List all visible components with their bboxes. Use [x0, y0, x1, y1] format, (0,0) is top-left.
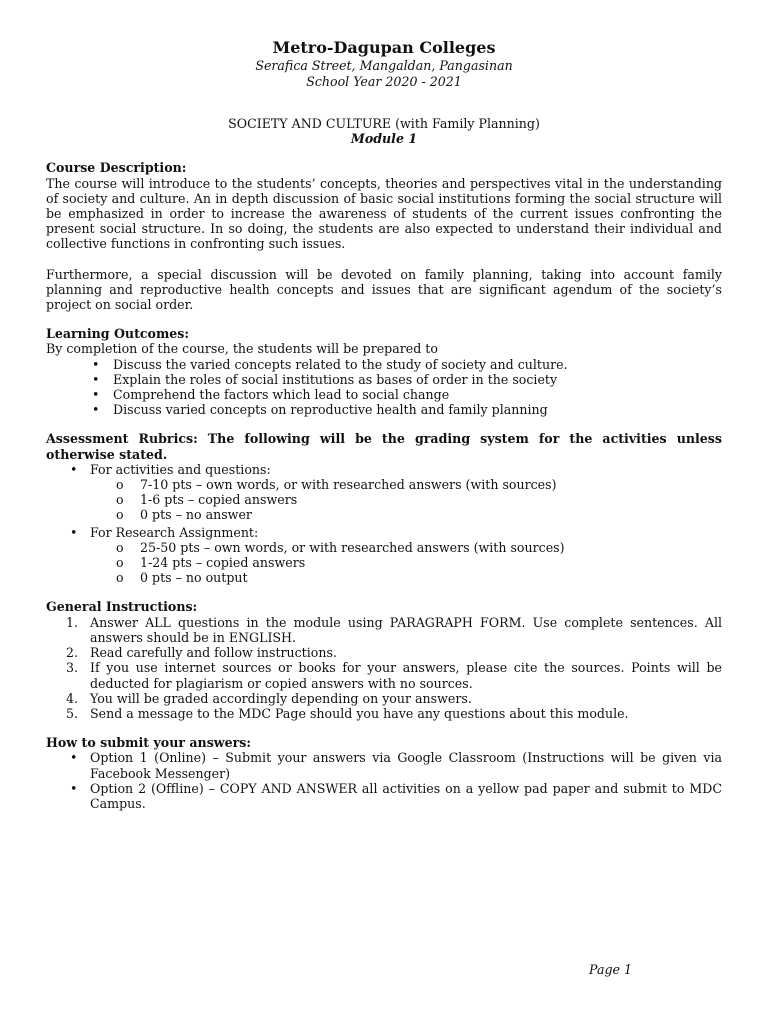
- submission-options-list: [46, 750, 722, 811]
- course-description-section: [46, 160, 722, 312]
- course-title: SOCIETY AND CULTURE (with Family Planning): [228, 116, 540, 131]
- item-number: 2.: [66, 645, 79, 661]
- document-header: [46, 38, 722, 90]
- list-item: [66, 660, 722, 690]
- assessment-rubrics-heading: Assessment Rubrics: The following will be the grading system for the activities unless otherwise stated.: [46, 431, 722, 462]
- general-instructions-heading: General Instructions:: [46, 599, 198, 615]
- course-description-heading: Course Description:: [46, 160, 187, 176]
- submission-section: [46, 735, 722, 811]
- rubric-sublist: [90, 540, 722, 586]
- list-item: • Option 2 (Offline) – COPY AND ANSWER all activities on a yellow pad paper and submit to MDC Campus.: [70, 781, 722, 811]
- list-item: o 0 pts – no answer: [116, 507, 722, 522]
- learning-outcomes-section: [46, 326, 722, 417]
- rubric-sublist: [90, 477, 722, 523]
- learning-outcomes-list: [46, 357, 722, 418]
- item-number: 3.: [66, 660, 79, 676]
- item-text: Read carefully and follow instructions.: [90, 645, 337, 661]
- list-item: o 25-50 pts – own words, or with researched answers (with sources): [116, 540, 722, 555]
- course-title-block: [46, 116, 722, 146]
- list-item: • Option 1 (Online) – Submit your answers via Google Classroom (Instructions will be given via Facebook Messenger): [70, 750, 722, 780]
- list-item: [66, 615, 722, 645]
- description-paragraph: The course will introduce to the students’ concepts, theories and perspectives vital in the understanding of society and culture. An in depth discussion of basic social institutions forming the social structure will be emphasized in order to increase the awareness of students of the current issues confronting the present social structure. In so doing, the students are also expected to understand their individual and collective functions in confronting such issues.: [46, 175, 722, 252]
- list-item: [66, 691, 722, 706]
- learning-outcomes-intro: By completion of the course, the students will be prepared to: [46, 341, 438, 357]
- list-item: o 1-6 pts – copied answers: [116, 492, 722, 507]
- list-item: [66, 706, 722, 721]
- list-item: o 7-10 pts – own words, or with researched answers (with sources): [116, 477, 722, 492]
- school-year: School Year 2020 - 2021: [306, 74, 462, 89]
- description-paragraph: Furthermore, a special discussion will be devoted on family planning, taking into account family planning and reproductive health concepts and issues that are significant agendum of the society’s project on social order.: [46, 266, 722, 313]
- school-address: Serafica Street, Mangaldan, Pangasinan: [255, 58, 513, 73]
- item-number: 1.: [66, 614, 79, 630]
- submission-heading: How to submit your answers:: [46, 735, 252, 751]
- list-item: [66, 645, 722, 660]
- instructions-list: [46, 615, 722, 721]
- item-number: 5.: [66, 705, 79, 721]
- rubrics-list: [46, 462, 722, 586]
- list-item: • Discuss varied concepts on reproductive health and family planning: [92, 402, 722, 417]
- list-item: • Discuss the varied concepts related to the study of society and culture.: [92, 357, 722, 372]
- item-text: Answer ALL questions in the module using PARAGRAPH FORM. Use complete sentences. All answers should be in ENGLISH.: [90, 614, 722, 645]
- rubric-group: [70, 462, 722, 523]
- module-label: Module 1: [350, 131, 418, 147]
- item-text: Send a message to the MDC Page should you have any questions about this module.: [90, 705, 629, 721]
- rubric-group-label: • For Research Assignment:: [90, 524, 259, 540]
- item-text: If you use internet sources or books for your answers, please cite the sources. Points will be deducted for plagiarism or copied answers with no sources.: [90, 660, 722, 691]
- assessment-rubrics-section: [46, 431, 722, 585]
- list-item: o 1-24 pts – copied answers: [116, 555, 722, 570]
- general-instructions-section: [46, 599, 722, 721]
- rubric-group-label: • For activities and questions:: [90, 461, 271, 477]
- item-number: 4.: [66, 690, 79, 706]
- list-item: • Comprehend the factors which lead to social change: [92, 387, 722, 402]
- item-text: You will be graded accordingly depending on your answers.: [90, 690, 472, 706]
- learning-outcomes-heading: Learning Outcomes:: [46, 326, 190, 342]
- school-name: Metro-Dagupan Colleges: [272, 38, 496, 57]
- list-item: • Explain the roles of social institutions as bases of order in the society: [92, 372, 722, 387]
- page-number: Page 1: [589, 962, 632, 977]
- rubric-group: [70, 525, 722, 586]
- list-item: o 0 pts – no output: [116, 570, 722, 585]
